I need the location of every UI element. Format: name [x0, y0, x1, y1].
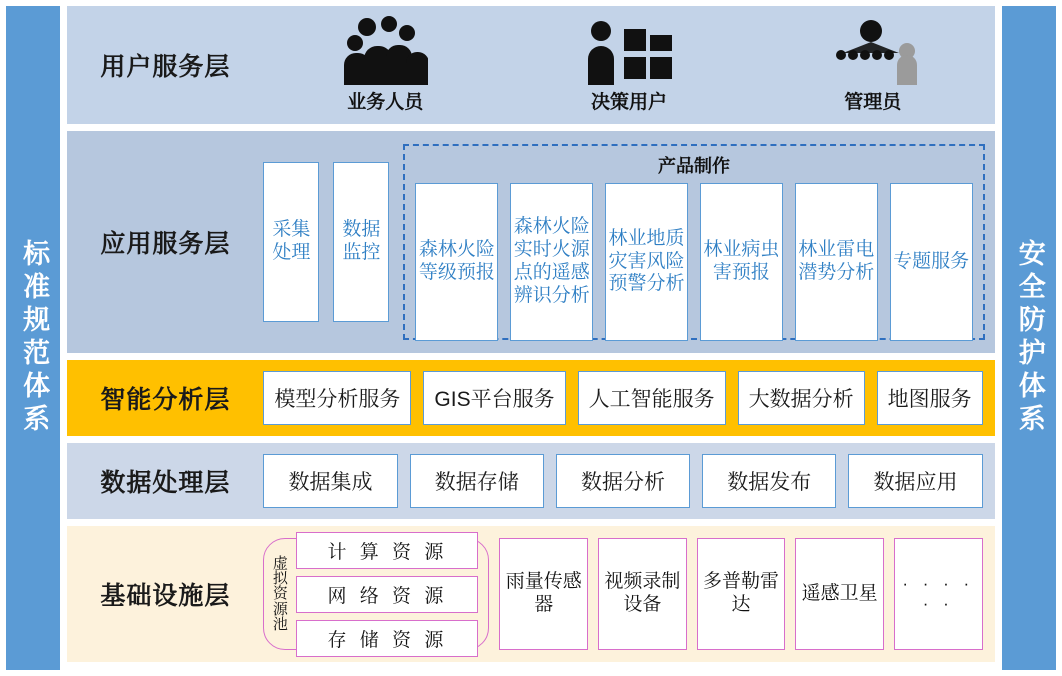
data-chip-analysis[interactable]: 数据分析 — [556, 454, 690, 508]
right-pillar-security-system — [1002, 6, 1056, 670]
ai-chip-gis-platform[interactable]: GIS平台服务 — [423, 371, 565, 425]
layer-intelligent-analysis-body — [263, 371, 994, 425]
left-pillar-label: 标准规范体系 — [19, 239, 50, 437]
ai-chip-big-data[interactable]: 大数据分析 — [738, 371, 865, 425]
layer-application-service — [67, 131, 994, 353]
ai-chip-artificial-intelligence[interactable]: 人工智能服务 — [578, 371, 726, 425]
product-card-lightning-potential[interactable]: 林业雷电潜势分析 — [795, 183, 878, 341]
device-video-recorder[interactable]: 视频录制设备 — [598, 538, 687, 650]
layers-column — [60, 6, 1001, 670]
device-remote-sensing-satellite[interactable]: 遥感卫星 — [795, 538, 884, 650]
pool-chip-storage[interactable]: 存 储 资 源 — [296, 620, 478, 657]
layer-application-service-title: 应用服务层 — [100, 230, 231, 258]
pool-chip-compute[interactable]: 计 算 资 源 — [296, 532, 478, 569]
layer-data-processing-body — [263, 454, 994, 508]
layer-data-processing — [67, 443, 994, 519]
user-role-decision-label: 决策用户 — [590, 91, 667, 113]
layer-infrastructure-body — [263, 526, 994, 662]
user-role-admin — [773, 11, 973, 114]
ai-chip-model-analysis[interactable]: 模型分析服务 — [263, 371, 411, 425]
layer-infrastructure — [67, 526, 994, 662]
virtual-resource-pool — [263, 538, 489, 650]
product-card-fire-risk-level[interactable]: 森林火险等级预报 — [415, 183, 498, 341]
ai-chip-map-service[interactable]: 地图服务 — [877, 371, 983, 425]
right-pillar-label: 安全防护体系 — [1014, 239, 1045, 437]
layer-data-processing-title: 数据处理层 — [100, 469, 231, 497]
product-card-geohazard-warning[interactable]: 林业地质灾害风险预警分析 — [605, 183, 688, 341]
layer-intelligent-analysis-title: 智能分析层 — [100, 386, 231, 414]
left-pillar-standard-system — [6, 6, 60, 670]
user-role-business — [285, 11, 485, 114]
data-chip-application[interactable]: 数据应用 — [848, 454, 982, 508]
virtual-resource-pool-label: 虚拟资源池 — [272, 554, 288, 633]
user-role-business-label: 业务人员 — [347, 91, 424, 113]
user-role-admin-label: 管理员 — [844, 91, 902, 113]
user-role-decision — [529, 11, 729, 114]
product-card-pest-forecast[interactable]: 林业病虫害预报 — [700, 183, 783, 341]
group-of-people-icon — [342, 11, 428, 85]
data-chip-integration[interactable]: 数据集成 — [263, 454, 397, 508]
product-card-fire-source-remote-sensing[interactable]: 森林火险实时火源点的遥感辨识分析 — [510, 183, 593, 341]
pool-chip-network[interactable]: 网 络 资 源 — [296, 576, 478, 613]
device-more-placeholder: · · · · · · — [894, 538, 983, 650]
product-making-title: 产品制作 — [658, 156, 730, 176]
person-with-blocks-icon — [584, 11, 674, 85]
admin-network-icon — [827, 11, 919, 85]
device-rain-sensor[interactable]: 雨量传感器 — [499, 538, 588, 650]
data-chip-publish[interactable]: 数据发布 — [702, 454, 836, 508]
app-card-data-monitor[interactable]: 数据监控 — [333, 162, 389, 322]
product-making-group — [403, 144, 984, 340]
layer-intelligent-analysis — [67, 360, 994, 436]
product-card-thematic-service[interactable]: 专题服务 — [890, 183, 973, 341]
app-card-collect-process[interactable]: 采集处理 — [263, 162, 319, 322]
layer-application-service-body — [263, 131, 994, 353]
device-doppler-radar[interactable]: 多普勒雷达 — [697, 538, 786, 650]
data-chip-storage[interactable]: 数据存储 — [410, 454, 544, 508]
layer-user-service-body — [263, 11, 994, 120]
layer-user-service — [67, 6, 994, 124]
layer-user-service-title: 用户服务层 — [100, 53, 231, 81]
layer-infrastructure-title: 基础设施层 — [100, 582, 231, 610]
